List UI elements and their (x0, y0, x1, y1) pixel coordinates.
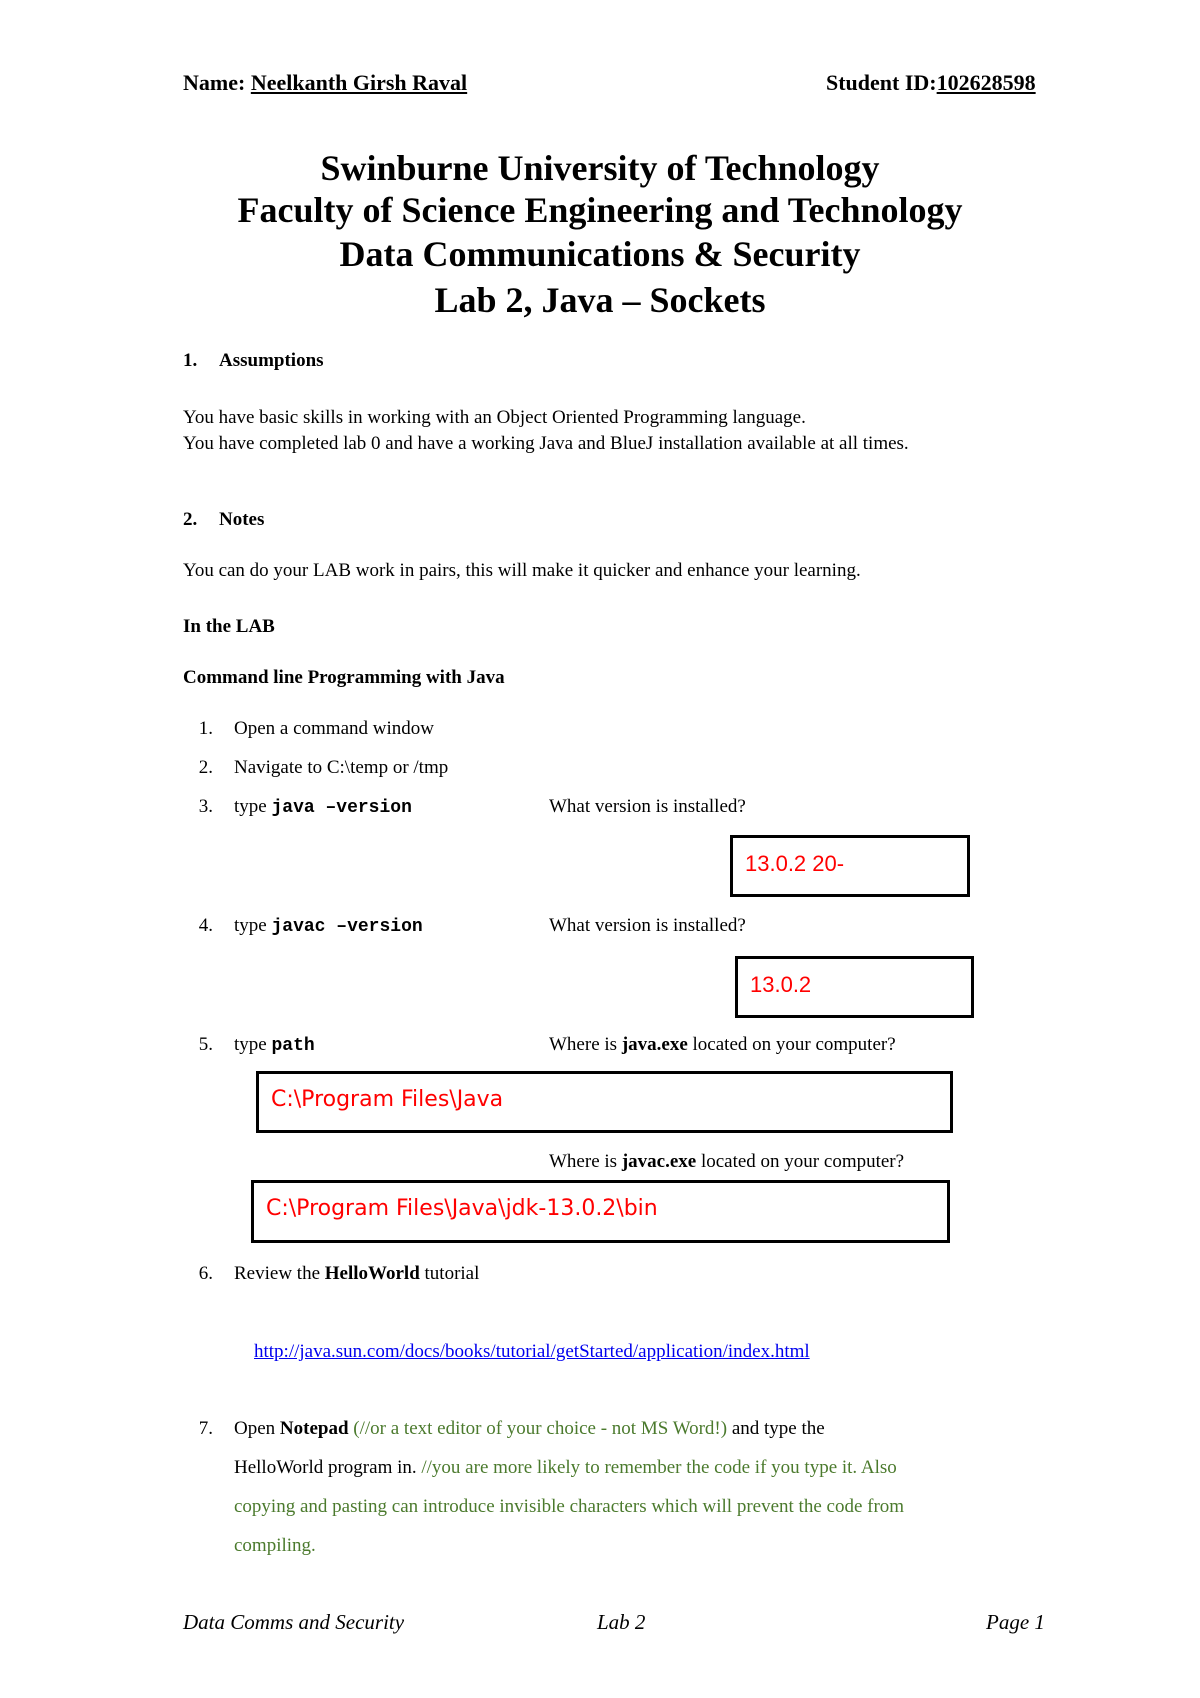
step-2-text: Navigate to C:\temp or /tmp (234, 757, 449, 778)
section-2-number: 2. (183, 509, 198, 530)
notes-text: You can do your LAB work in pairs, this will make it quicker and enhance your learning. (183, 560, 861, 581)
footer-page-number: Page 1 (986, 1610, 1045, 1634)
step-3-text: type java –version (234, 796, 412, 818)
step-5-question-java: Where is java.exe located on your computer? (549, 1034, 896, 1055)
java-version-answer-box (730, 835, 970, 897)
javac-version-answer-box (735, 956, 974, 1018)
step-4-question: What version is installed? (549, 915, 746, 936)
step-7-comment-2: //you are more likely to remember the code if you type it. Also (421, 1457, 897, 1478)
step-7-line-2: HelloWorld program in. //you are more likely to remember the code if you type it. Also (234, 1457, 897, 1478)
step-4-number: 4. (198, 915, 213, 936)
step-2-number: 2. (198, 757, 213, 778)
assumption-2: You have completed lab 0 and have a working Java and BlueJ installation available at all times. (183, 433, 909, 454)
section-1-title: Assumptions (219, 350, 324, 371)
javac-version-command: javac –version (271, 917, 423, 937)
footer-left: Data Comms and Security (183, 1610, 405, 1634)
step-5-text: type path (234, 1034, 315, 1056)
step-3-question: What version is installed? (549, 796, 746, 817)
student-name: Name: Neelkanth Girsh Raval (183, 70, 468, 95)
step-7-comment-1: (//or a text editor of your choice - not MS Word!) (348, 1418, 728, 1439)
section-2-title: Notes (219, 509, 265, 530)
step-7-line-4: compiling. (234, 1535, 316, 1556)
helloworld-tutorial-link[interactable]: http://java.sun.com/docs/books/tutorial/getStarted/application/index.html (254, 1341, 810, 1362)
step-6-text: Review the HelloWorld tutorial (234, 1263, 480, 1284)
title-faculty: Faculty of Science Engineering and Technology (237, 190, 963, 230)
javac-version-answer: 13.0.2 (750, 972, 812, 997)
student-name-value: Neelkanth Girsh Raval (250, 70, 468, 95)
cmd-heading: Command line Programming with Java (183, 667, 505, 688)
footer-center: Lab 2 (597, 1610, 646, 1634)
step-6-number: 6. (198, 1263, 213, 1284)
javac-location-answer: C:\Program Files\Java\jdk-13.0.2\bin (266, 1196, 658, 1221)
section-1-number: 1. (183, 350, 198, 371)
title-unit: Data Communications & Security (339, 234, 861, 274)
java-location-answer: C:\Program Files\Java (271, 1087, 504, 1112)
title-lab: Lab 2, Java – Sockets (434, 280, 766, 320)
java-version-command: java –version (271, 798, 412, 818)
assumption-1: You have basic skills in working with an Object Oriented Programming language. (183, 407, 806, 428)
step-1-number: 1. (198, 718, 213, 739)
step-3-number: 3. (198, 796, 213, 817)
path-command: path (271, 1036, 315, 1056)
student-id-value: 102628598 (936, 70, 1036, 95)
java-location-answer-box (256, 1071, 953, 1133)
step-4-text: type javac –version (234, 915, 423, 937)
step-7-line-3: copying and pasting can introduce invisible characters which will prevent the code from (234, 1496, 905, 1517)
javac-location-answer-box (251, 1180, 950, 1243)
lab-heading: In the LAB (183, 616, 275, 637)
step-1-text: Open a command window (234, 718, 434, 739)
step-5-number: 5. (198, 1034, 213, 1055)
step-7-line-1: Open Notepad (//or a text editor of your choice - not MS Word!) and type the (234, 1418, 825, 1439)
step-5-question-javac: Where is javac.exe located on your computer? (549, 1151, 905, 1172)
step-7-number: 7. (198, 1418, 213, 1439)
title-university: Swinburne University of Technology (320, 148, 880, 188)
java-version-answer: 13.0.2 20- (745, 851, 845, 876)
student-id: Student ID:102628598 (826, 70, 1036, 95)
